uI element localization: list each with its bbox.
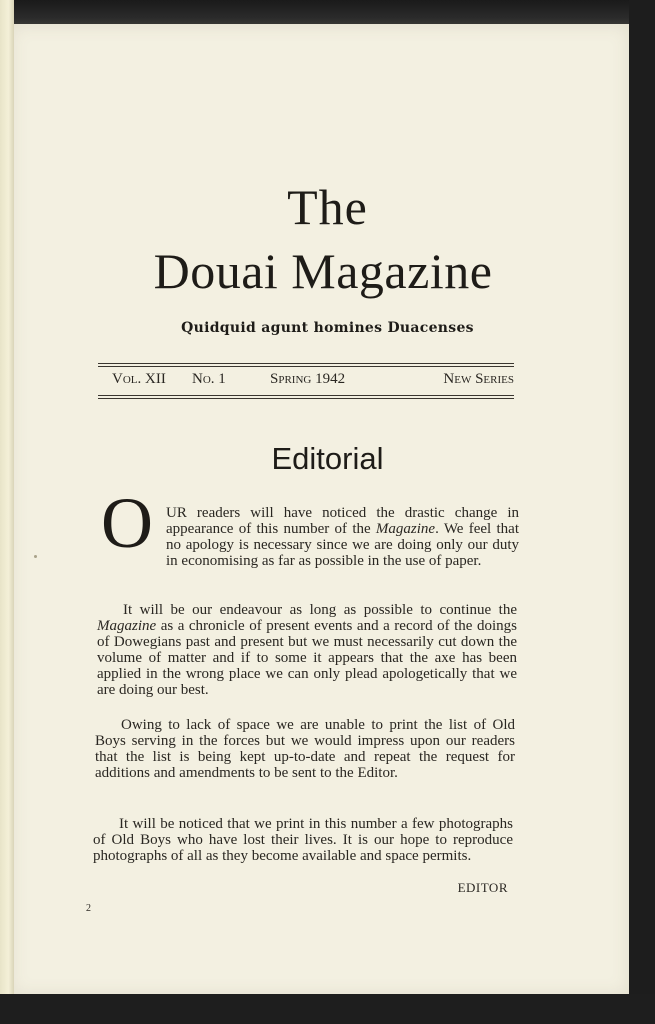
issue-number: No. 1 <box>192 371 226 387</box>
editor-signature: EDITOR <box>457 880 508 895</box>
paragraph-1 <box>166 505 519 569</box>
divider-rule <box>98 366 514 367</box>
issue-season: Spring 1942 <box>270 371 346 387</box>
masthead-motto: Quidquid agunt homines Duacenses <box>181 320 474 336</box>
issue-line <box>112 371 514 391</box>
book-cover-edge <box>629 0 655 1024</box>
drop-cap: O <box>101 483 153 563</box>
paper-speck <box>34 555 37 558</box>
paragraph-4-text: It will be noticed that we print in this number a few photographs of Old Boys who have lost their lives. It is our hope to reproduce photographs of all as they become available and space permits. <box>93 816 513 864</box>
book-top-edge <box>0 0 655 26</box>
paragraph-4 <box>93 816 513 864</box>
issue-volume: Vol. XII <box>112 371 166 387</box>
paragraph-2-text: It will be our endeavour as long as possible to continue the Magazine as a chronicle of present events and a record of the doings of Dowegians past and present but we must necessarily cut down the volume of matter and if to some it appears that the axe has been applied in the wrong place we can only plead apologetically that we are doing our best. <box>97 602 517 698</box>
article-heading: Editorial <box>271 441 384 476</box>
page-number: 2 <box>86 903 91 914</box>
masthead-title-the: The <box>287 179 368 235</box>
book-page-edges <box>0 0 14 1024</box>
book-bottom-edge <box>0 994 655 1024</box>
paragraph-3 <box>95 717 515 781</box>
paragraph-2 <box>97 602 517 698</box>
paragraph-3-text: Owing to lack of space we are unable to print the list of Old Boys serving in the forces but we would impress upon our readers that the list is being kept up-to-date and repeat the request for additions and amendments to be sent to the Editor. <box>95 717 515 781</box>
issue-series: New Series <box>443 371 514 387</box>
masthead-title: Douai Magazine <box>153 243 493 299</box>
paragraph-1-text: UR readers will have noticed the drastic change in appearance of this number of the Magazine. We feel that no apology is necessary since we are doing only our duty in economising as far as possible in the use of paper. <box>166 505 519 569</box>
divider-rule <box>98 398 514 399</box>
divider-rule <box>98 395 514 396</box>
divider-rule <box>98 363 514 364</box>
